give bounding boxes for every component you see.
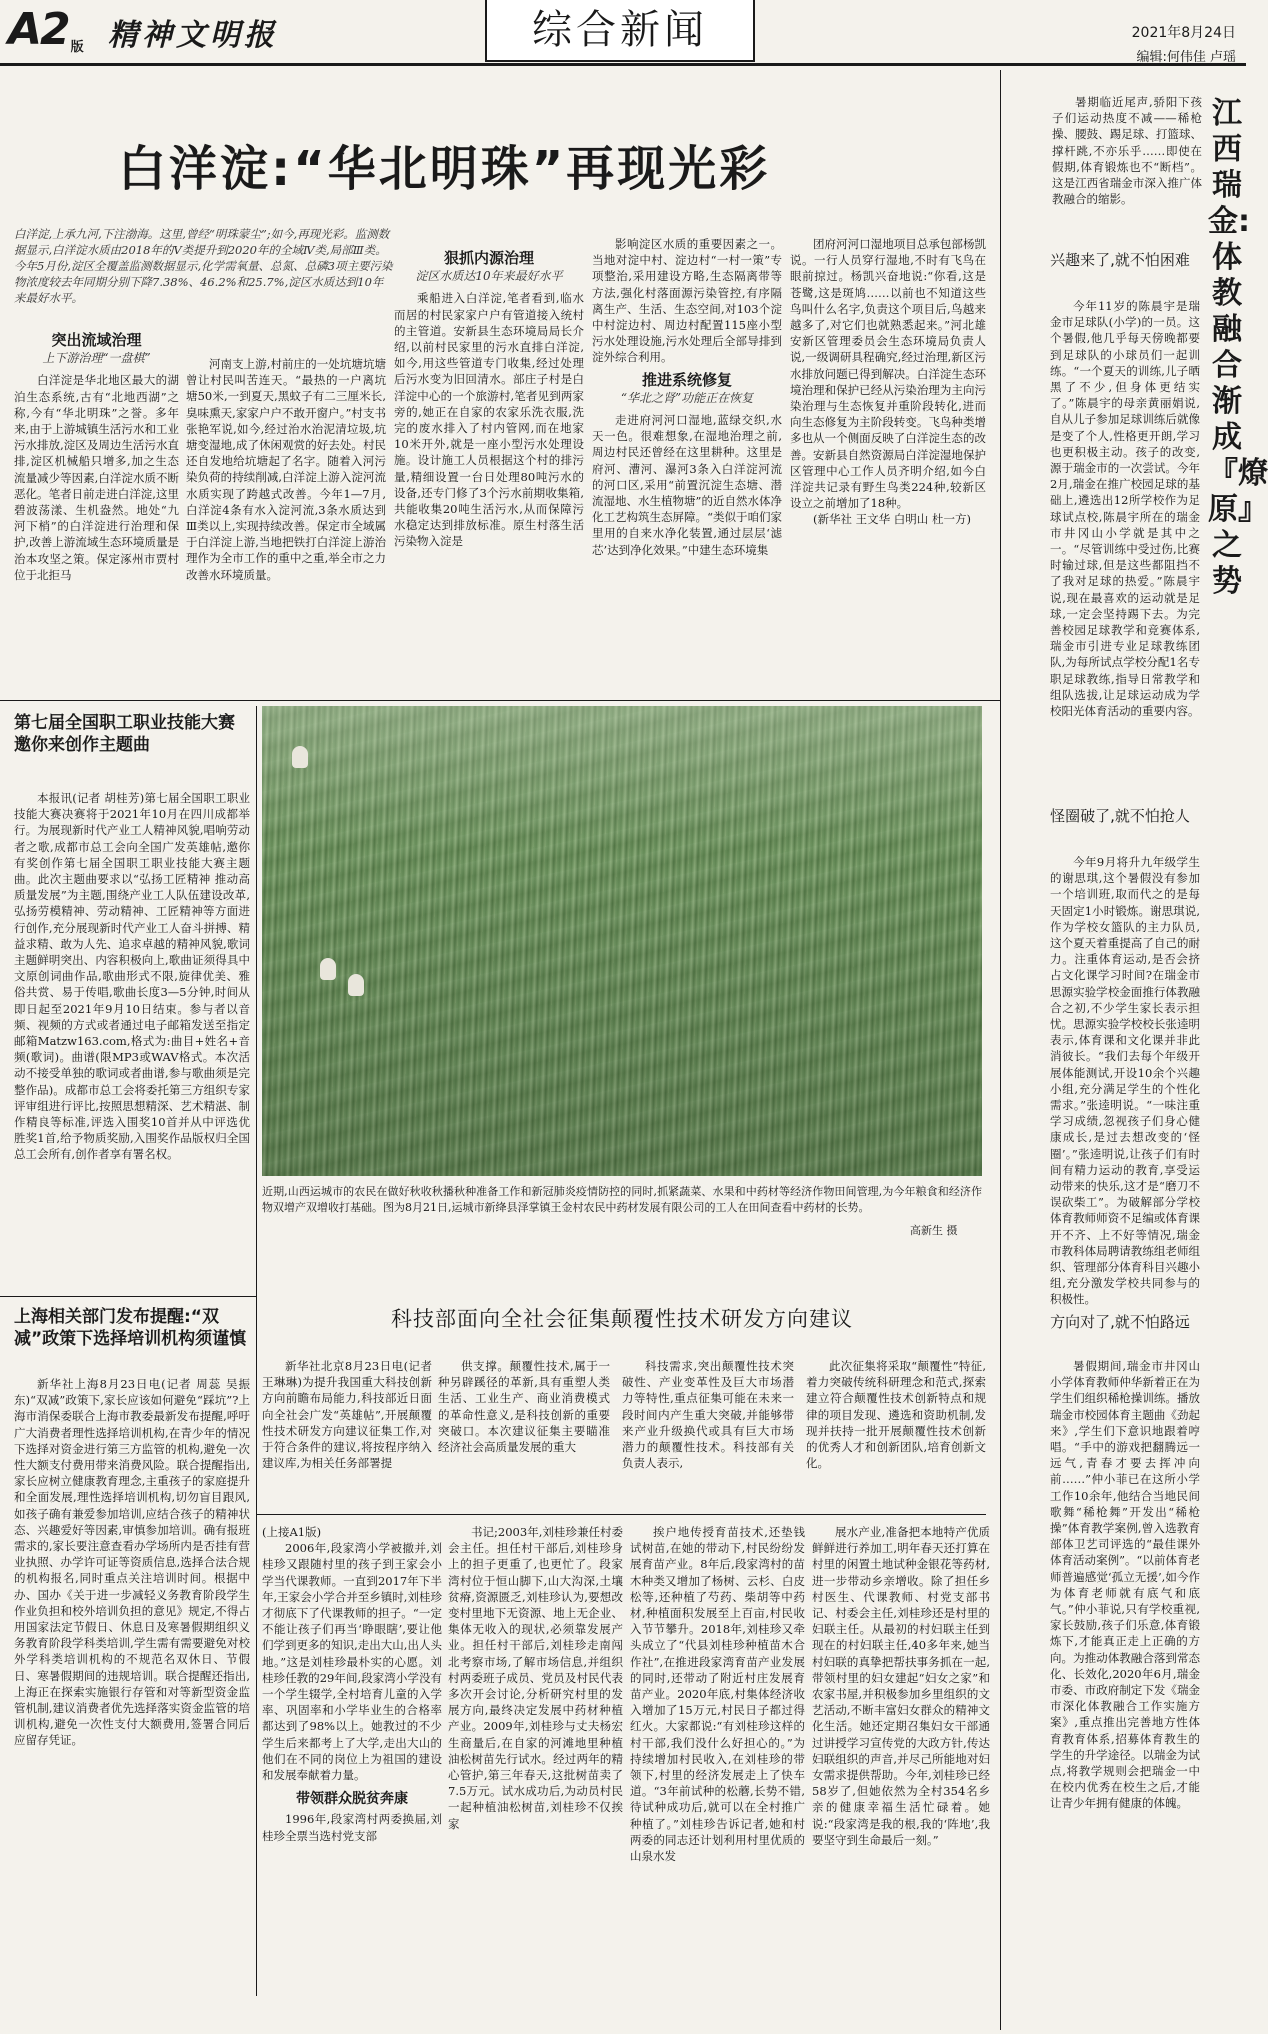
body-text: 暑期临近尾声,骄阳下孩子们运动热度不减——稀枪操、腰鼓、踢足球、打篮球、撑杆跳,不亦乐乎……即使在假期,体育锻炼也不“断档”。这是江西省瑞金市深入推广体教融合的缩影。 (1052, 95, 1202, 207)
section-heading: 带领群众脱贫奔康 (296, 1791, 408, 1808)
divider (0, 700, 1000, 701)
sidebar-section-1 (1050, 298, 1200, 818)
lower-story-col-1 (262, 1524, 442, 2004)
photo-caption: 近期,山西运城市的农民在做好秋收秋播秋种准备工作和新冠肺炎疫情防控的同时,抓紧蔬菜、水果和中药材等经济作物田间管理,为今年粮食和经济作物双增产双增收打基础。图为8月21日,运城市新绛县泽掌镇王金村农民中药材发展有限公司的工人在田间查看中药材的长势。 (262, 1185, 982, 1214)
left-story-2-body (14, 1376, 250, 1996)
main-story-col-1 (14, 326, 179, 696)
body-text: 影响淀区水质的重要因素之一。当地对淀中村、淀边村“一村一策”专项整治,采用建设方略,生态隔离带等方法,强化村落面源污染管控,有序隔离生产、生活、生态空间,对103个淀中村淀边村、周边村配置115座小型污水处理设施,污水处理后全部导排到淀外综合利用。 (592, 237, 782, 365)
byline: (新华社 王文华 白明山 杜一方) (813, 512, 971, 527)
body-text: 乘船进入白洋淀,笔者看到,临水而居的村民家家户户有管道接入统村的主管道。安新县生态环境局局长介绍,以前村民家里的污水直排白洋淀,如今,用这些管道专门收集,经过处理后污水变为旧回清水。部庄子村是白洋淀中心的一个旅游村,笔者见到两家旁的,她正在自家的农家乐洗衣服,洗完的废水排入了村内管网,而在地家10米开外,就是一座小型污水处理设施。设计施工人员根据这个村的排污量,精细设置一台日处理80吨污水的设备,还专门修了3个污水前期收集箱,共能收集20吨生活污水,从而保障污水稳定达到排放标准。原生村落生活污染物入淀是 (394, 291, 584, 549)
story-lead: 白洋淀,上承九河,下注渤海。这里,曾经“明珠蒙尘”;如今,再现光彩。监测数据显示,白洋淀水质由2018年的V类提升到2020年的全域Ⅳ类,局部Ⅲ类。今年5月份,淀区全覆盖监测数据显示,化学需氧量、总氮、总磷3项主要污染物浓度较去年同期分别下降7.38%、46.2%和25.7%,淀区水质达到10年来最好水平。 (14, 227, 393, 305)
section-subheading: “华北之肾”功能正在恢复 (620, 390, 754, 405)
body-text: 今年9月将升九年级学生的谢思琪,这个暑假没有参加一个培训班,取而代之的是每天固定1小时锻炼。谢思琪说,作为学校女篮队的主力队员,这个夏天着重提高了自己的耐力。注重体育运动,是否会挤占文化课学习时间?在瑞金市思源实验学校金面推行体教融合之初,不少学生家长表示担忧。思源实验学校校长张逵明表示,体育课和文化课并非此消彼长。“我们去每个年级开展体能测试,开设10余个兴趣小组,充分满足学生的个性化需求。”张逵明说。“一味注重学习成绩,忽视孩子们身心健康成长,是过去想改变的‘怪圈’。”张逵明说,让孩子们有时间有精力运动的教育,享受运动带来的快乐,这才是“磨刀不误砍柴工”。为破解部分学校体育教师师资不足编或体育课开不齐、上不好等情况,瑞金市教科体局聘请教练组老师组织、管理部分体育科目兴趣小组,充分激发学校共同参与的积极性。 (1050, 855, 1200, 1307)
lower-story-col-4 (812, 1524, 990, 2004)
main-story-col-2 (186, 356, 386, 696)
body-text: 1996年,段家湾村两委换届,刘桂珍全票当选村党支部 (262, 1812, 442, 1843)
body-text: 团府河河口湿地项目总承包部杨凯说。一行人员穿行湿地,不时有飞鸟在眼前掠过。杨凯兴奋地说:“你看,这是苍鹭,这是斑鸠……以前也不知道这些鸟叫什么名字,负责这个项目后,鸟越来越多了,对它们也就熟悉起来。”河北雄安新区管理委员会生态环境局负责人说,一级调研具程确究,经过治理,新区污水排放问题已得到解决。白洋淀生态环境治理和保护已经从污染治理为主向污染治理与生态恢复并重阶段转化,进而向生态修复为主阶段转变。飞鸟种类增多也从一个侧面反映了白洋淀生态的改善。安新县自然资源局白洋淀湿地保护区管理中心工作人员齐明介绍,如今白洋淀共记录有野生鸟类224种,较新区设立之前增加了18种。 (790, 237, 986, 511)
farmer-figure (348, 974, 364, 996)
issue-date: 2021年8月24日 (1131, 25, 1236, 41)
sidebar-section-3 (1050, 1358, 1200, 1998)
story-headline: 上海相关部门发布提醒:“双减”政策下选择培训机构须谨慎 (14, 1307, 247, 1349)
main-story-col-3 (394, 244, 584, 696)
sidebar-intro (1052, 94, 1202, 244)
continued-note: (上接A1版) (262, 1525, 322, 1539)
sidebar-subheading: 兴趣来了,就不怕困难 (1050, 251, 1190, 269)
story-headline: 第七届全国职工职业技能大赛邀你来创作主题曲 (14, 713, 235, 755)
center-story-col-2 (438, 1358, 610, 1508)
main-story-col-5 (790, 236, 986, 696)
body-text: 新华社北京8月23日电(记者 王琳琳)为提升我国重大科技创新方向前瞻布局能力,科技部近日面向全社会广发“英雄帖”,开展颠覆性技术研发方向建议征集工作,对于符合条件的建议,将按程序纳入建议库,为相关任务部署提 (262, 1359, 432, 1471)
section-heading: 推进系统修复 (641, 370, 732, 389)
divider (1000, 70, 1001, 2030)
sidebar-headline: 江西瑞金:体教融合渐成『燎原』之势 (1208, 96, 1268, 599)
divider (256, 706, 257, 1996)
section-title: 综合新闻 (485, 0, 755, 62)
sidebar-subheading: 方向对了,就不怕路远 (1050, 1313, 1190, 1331)
section-heading: 突出流域治理 (51, 331, 142, 349)
body-text: 书记;2003年,刘桂珍兼任村委会主任。担任村干部后,刘桂珍身上的担子更重了,也更忙了。段家湾村位于恒山脚下,山大沟深,土壤贫瘠,资源匮乏,刘桂珍认为,要想改变村里地下无资源、地上无企业、集体无收入的现状,必须靠发展产业。担任村干部后,刘桂珍走南闯北考察市场,了解市场信息,并组织村两委班子成员、党员及村民代表多次开会讨论,分析研究村里的发展方向,最终决定发展中药材种植产业。2009年,刘桂珍与丈夫杨宏生商量后,在自家的河滩地里种植油松树苗先行试水。经过两年的精心管护,第三年春天,这批树苗卖了7.5万元。试水成功后,为动员村民一起种植油松树苗,刘桂珍不仅挨家 (448, 1525, 623, 1831)
body-text: 今年11岁的陈晨宇是瑞金市足球队(小学)的一员。这个暑假,他几乎每天傍晚都要到足球队的小球员们一起训练。“一个夏天的训练,儿子晒黑了不少,但身体更结实了。”陈晨宇的母亲黄丽娟说,自从儿子参加足球训练后就像是变了个人,性格更开朗,学习也更积极主动。孩子的改变,源于瑞金市的一次尝试。今年2月,瑞金在推广校园足球的基础上,遴选出12所学校作为足球试点校,陈晨宇所在的瑞金市井冈山小学就是其中之一。“尽管训练中受过伤,比赛时输过球,但是这些都阻挡不了我对足球的热爱。”陈晨宇说,现在最喜欢的运动就是足球,一定会坚持踢下去。为完善校园足球教学和竞赛体系,瑞金市引进专业足球教练团队,为每所试点学校分配1名专职足球教练,指导日常教学和组队选拔,让足球运动成为学校阳光体育活动的重要内容。 (1050, 299, 1200, 719)
lower-story-col-2 (448, 1524, 623, 2004)
main-headline: 白洋淀:“华北明珠”再现光彩 (118, 141, 771, 197)
body-text: 走进府河河口湿地,蓝绿交织,水天一色。很难想象,在湿地治理之前,周边村民还曾经在这里耕种。这里是府河、漕河、瀑河3条入白洋淀河流的河口区,采用“前置沉淀生态塘、潜流湿地、水生植物塘”的近自然水体净化工艺构筑生态屏障。“类似于咱们家里用的自来水净化装置,通过层层‘滤芯’达到净化效果。”中建生态环境集 (592, 413, 782, 557)
body-text: 此次征集将采取“颠覆性”特征,着力突破传统科研理念和范式,探索建立符合颠覆性技术创新特点和规律的项目发现、遴选和资助机制,发现并扶持一批开展颠覆性技术创新的优秀人才和创新团队,培育创新文化。 (806, 1359, 986, 1471)
masthead (0, 0, 1246, 66)
center-story-col-4 (806, 1358, 986, 1508)
divider (0, 1296, 256, 1297)
body-text: 展水产业,准备把本地特产优质鲜鲜进行养加工,明年春天还打算在村里的闲置土地试种金银花等药材,进一步带动乡亲增收。除了担任乡村医生、代课教师、村党支部书记、村委会主任,刘桂珍还是村里的妇联主任。从最初的村妇联主任到现在的村妇联主任,40多年来,她当村妇联的真挚把帮扶事务抓在一起,带领村里的妇女建起“妇女之家”和农家书屋,并积极参加乡里组织的文艺活动,不断丰富妇女群众的精神文化生活。她还定期召集妇女干部通过讲授学习宣传党的大政方针,传达妇联组织的声音,并尽己所能地对妇女需求提供帮助。今年,刘桂珍已经58岁了,但她依然为全村354名乡亲的健康幸福生活忙碌着。她说:“段家湾是我的根,我的‘阵地’,我要坚守到生命最后一刻。” (812, 1525, 990, 1847)
sidebar-section-2 (1050, 854, 1200, 1307)
body-text: 科技需求,突出颠覆性技术突破性、产业变革性及巨大市场潜力等特性,重点征集可能在未来一段时间内产生重大突破,并能够带来产业升级换代或具有巨大市场潜力的颠覆性技术。科技部有关负责人表示, (622, 1359, 794, 1471)
body-text: 挨户地传授育苗技术,还垫钱试树苗,在她的带动下,村民纷纷发展育苗产业。8年后,段家湾村的苗木种类又增加了杨树、云杉、白皮松等,还种植了芍药、柴胡等中药材,种植面积发展至上百亩,村民收入节节攀升。2018年,刘桂珍又牵头成立了“代县刘桂珍种植苗木合作社”,在推进段家湾育苗产业发展的同时,还带动了附近村庄发展育苗产业。2020年底,村集体经济收入增加了15万元,村民日子都过得红火。大家都说:“有刘桂珍这样的村干部,我们没什么好担心的。”为持续增加村民收入,在刘桂珍的带领下,村里的经济发展走上了快车道。“3年前试种的松蘑,长势不错,待试种成功后,就可以在全村推广种植了。”刘桂珍告诉记者,她和村两委的同志还计划利用村里优质的山泉水发 (630, 1525, 805, 1864)
lower-story-col-3 (630, 1524, 805, 2004)
section-heading: 狠抓内源治理 (443, 249, 534, 267)
body-text: 暑假期间,瑞金市井冈山小学体育教师仲华新着正在为学生们组织稀枪操训练。播放瑞金市校园体育主题曲《劲起来》,学生们下意识地跟着哼唱。“手中的游戏把翻腾远一远气,青春才要去挥冲向前……”仲小菲已在这所小学工作10余年,他结合当地民间歌舞“稀枪舞”开发出“稀枪操”体育教学案例,曾入选教育部体卫艺司评选的“最佳课外体育活动案例”。“以前体育老师普遍感觉‘孤立无援’,如今作为体育老师就有底气和底气。”仲小菲说,只有学校重视,家长鼓励,孩子们乐意,体育锻炼下,才能真正走上正确的方向。为推动体教融合落到常态化、长效化,2020年6月,瑞金市委、市政府制定下发《瑞金市深化体教融合工作实施方案》,重点推出完善地方性体育教育体系,招募体育教生的学生的升学途径。以瑞金为试点,将教学规则会把瑞金一中在校内优秀在校生之后,才能让青少年拥有健康的体魄。 (1050, 1359, 1200, 1811)
body-text: 白洋淀是华北地区最大的湖泊生态系统,古有“北地西湖”之称,今有“华北明珠”之誉。多年来,由于上游城镇生活污水和工业污水排放,淀区及周边生活污水直排,淀区机械船只增多,加之生态流量减少等因素,白洋淀水质不断恶化。笔者日前走进白洋淀,这里碧波荡漾、生机盎然。地处“九河下梢”的白洋淀进行治理和保护,改善上游流域生态环境质量是治本攻坚之策。保定涿州市贾村位于北拒马 (14, 373, 179, 582)
left-story-1-body (14, 790, 250, 1290)
farmer-figure (292, 746, 308, 768)
farmer-figure (320, 958, 336, 980)
divider (256, 1514, 986, 1515)
section-subheading: 上下游治理“一盘棋” (42, 351, 151, 366)
section-subheading: 淀区水质达10年来最好水平 (415, 269, 563, 284)
photo-credit: 高新生 摄 (910, 1224, 958, 1237)
body-text: 供支撑。颠覆性技术,属于一种另辟蹊径的革新,具有重塑人类生活、工业生产、商业消费模式的革命性意义,是科技创新的重要突破口。本次建议征集主要瞄准经济社会高质量发展的重大 (438, 1359, 610, 1455)
sidebar-subheading: 怪圈破了,就不怕抢人 (1050, 807, 1190, 825)
main-story-col-4 (592, 236, 782, 696)
body-text: 新华社上海8月23日电(记者 周蕊 吴振东)“双减”政策下,家长应该如何避免“踩坑”?上海市消保委联合上海市教委最新发布提醒,呼吁广大消费者理性选择培训机构,在青少年的情况下选择对资金进行第三方监管的机构,避免一次性大额支付费用带来消费风险。联合提醒指出,家长应树立健康教育理念,主重孩子的家庭提升和全面发展,理性选择培训机构,切勿盲目跟风,如孩子确有兼爱参加培训,应结合孩子的精神状态、兴趣爱好等因素,审慎参加培训。确有报班需求的,家长要注意查看办学场所内是否挂有营业执照、办学许可证等资质信息,选择合法合规的机构报名,同时重点关注培训时间。根据中办、国办《关于进一步减轻义务教育阶段学生作业负担和校外培训负担的意见》规定,不得占用国家法定节假日、休息日及寒暑假期组织义务教育阶段学科类培训,学生需有需要避免对校外学科类培训机构的不规范名双休日、节假日、寒暑假期间的违规培训。联合提醒还指出,上海正在探索实施银行存管和对等新型资金监管机制,建议消费者优先选择落实资金监管的培训机构,避免一次性支付大额费用,签署合同后应留存凭证。 (14, 1377, 250, 1748)
story-headline: 科技部面向全社会征集颠覆性技术研发方向建议 (391, 1307, 853, 1331)
editor-credit: 编辑:何伟佳 卢瑶 (1136, 50, 1236, 65)
center-story-col-1 (262, 1358, 432, 1508)
body-text: 河南支上游,村前庄的一处坑塘坑塘曾让村民叫苦连天。“最热的一户离坑塘50米,一到夏天,黑蚊子有二三厘米长,臭味熏天,家家户户不敢开窗户。”村支书张艳军说,如今,经过治水治泥清垃圾,坑塘变湿地,成了休闲观赏的好去处。村民还自发地给坑塘起了名字。随着入河污染负荷的持续削减,白洋淀上游入淀河流水质实现了跨越式改善。今年1—7月,白洋淀4条有水入淀河流,3条水质达到Ⅲ类以上,实现持续改善。保定市全域属于白洋淀上游,当地把铁打白洋淀上游治理作为全市工作的重中之重,举全市之力改善水环境质量。 (186, 357, 386, 582)
page-number: A2 版 (8, 4, 82, 55)
center-story-col-3 (622, 1358, 794, 1508)
farm-field-photo (262, 706, 982, 1176)
body-text: 2006年,段家湾小学被撤并,刘桂珍又跟随村里的孩子到王家会小学当代课教师。一直到2017年下半年,王家会小学合并至乡镇时,刘桂珍才彻底下了代课教师的担子。“一定不能让孩子们再当‘睁眼瞎’,要让他们学到更多的知识,走出大山,出人头地。”这是刘桂珍最朴实的心愿。刘桂珍任教的29年间,段家湾小学没有一个学生辍学,全村培育儿童的入学率、巩固率和小学毕业生的合格率都达到了98%以上。她教过的不少学生后来都考上了大学,走出大山的他们在不同的岗位上为祖国的建设和发展奉献着力量。 (262, 1541, 442, 1783)
paper-name: 精神文明报 (108, 18, 278, 53)
body-text: 本报讯(记者 胡桂芳)第七届全国职工职业技能大赛决赛将于2021年10月在四川成都举行。为展现新时代产业工人精神风貌,唱响劳动者之歌,成都市总工会向全国广发英雄帖,邀你有奖创作第七届全国职工职业技能大赛主题曲。此次主题曲要求以“弘扬工匠精神 推动高质量发展”为主题,围绕产业工人队伍建设改革,弘扬劳模精神、劳动精神、工匠精神等方面进行创作,充分展现新时代产业工人奋斗拼搏、精益求精、敢为人先、追求卓越的精神风貌,歌词主题鲜明突出、内容积极向上,歌曲证须得具中文原创词曲作品,歌曲形式不限,旋律优美、雅俗共赏、易于传唱,歌曲长度3—5分钟,时间从即日起至2021年9月10日结束。参与者以音频、视频的方式或者通过电子邮箱发送至指定邮箱Matzw163.com,格式为:曲目+姓名+音频(歌词)。曲谱(限MP3或WAV格式。本次活动不接受单独的歌词或者曲谱,参与歌曲须是完整作品)。成都市总工会将委托第三方组织专家评审组进行评比,按照思想精深、艺术精湛、制作精良等标准,评选入围奖10首并从中评选优胜奖1首,给予物质奖励,入围奖作品版权归全国总工会所有,创作者享有署名权。 (14, 791, 250, 1162)
